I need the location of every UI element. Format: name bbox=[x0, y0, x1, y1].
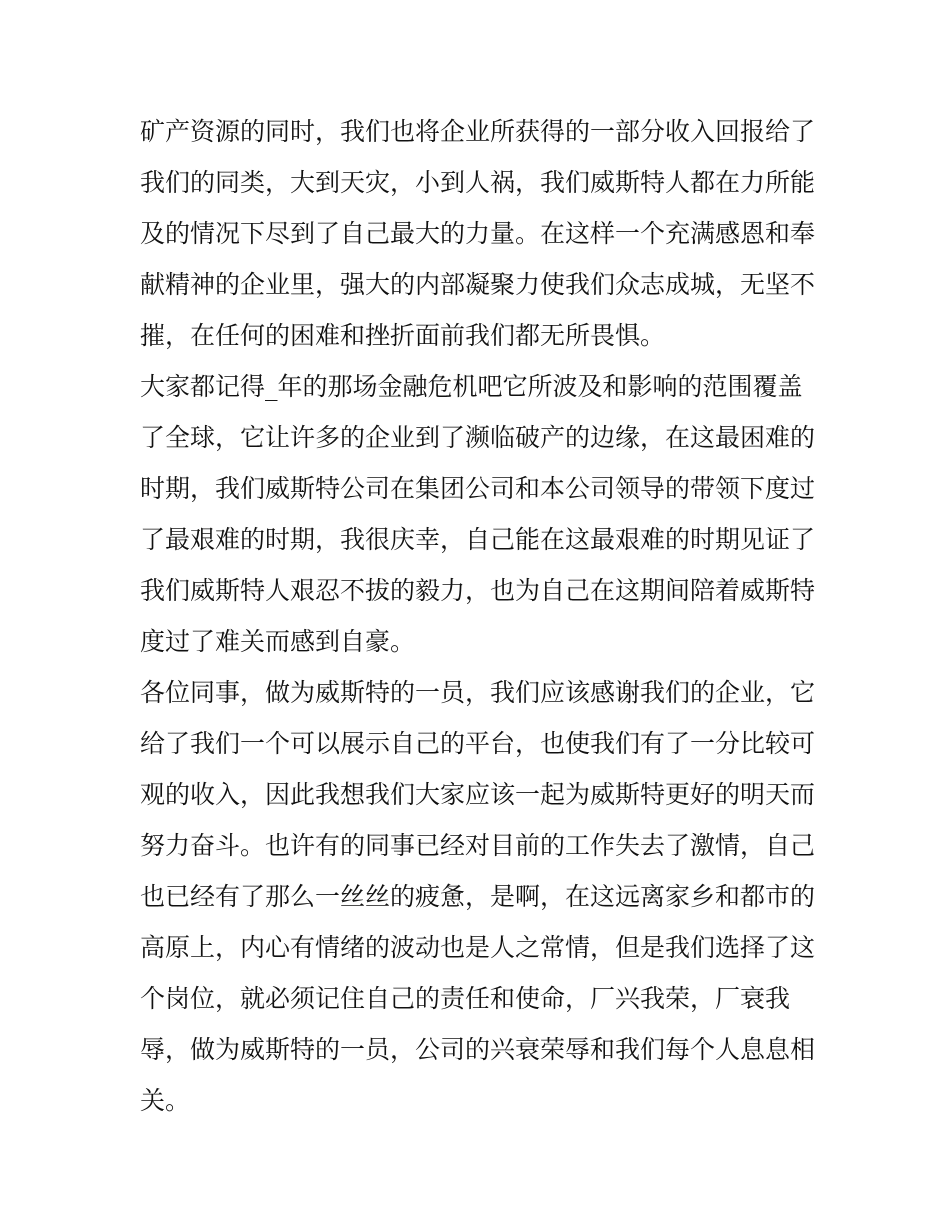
text-line: 各位同事，做为威斯特的一员，我们应该感谢我们的企业，它 bbox=[140, 678, 816, 707]
text-line: 及的情况下尽到了自己最大的力量。在这样一个充满感恩和奉 bbox=[140, 219, 816, 248]
text-line: 摧，在任何的困难和挫折面前我们都无所畏惧。 bbox=[140, 321, 666, 350]
text-line: 了全球，它让许多的企业到了濒临破产的边缘，在这最困难的 bbox=[140, 423, 816, 452]
text-line: 献精神的企业里，强大的内部凝聚力使我们众志成城，无坚不 bbox=[140, 270, 816, 299]
text-line: 矿产资源的同时，我们也将企业所获得的一部分收入回报给了 bbox=[140, 117, 816, 146]
text-line: 个岗位，就必须记住自己的责任和使命，厂兴我荣，厂衰我 bbox=[140, 984, 791, 1013]
paragraph bbox=[140, 106, 820, 361]
text-line: 时期，我们威斯特公司在集团公司和本公司领导的带领下度过 bbox=[140, 474, 816, 503]
text-line: 努力奋斗。也许有的同事已经对目前的工作失去了激情，自己 bbox=[140, 831, 816, 860]
text-line: 我们的同类，大到天灾，小到人祸，我们威斯特人都在力所能 bbox=[140, 168, 816, 197]
text-line: 关。 bbox=[140, 1086, 191, 1115]
text-line: 也已经有了那么一丝丝的疲惫，是啊，在这远离家乡和都市的 bbox=[140, 882, 816, 911]
text-line: 度过了难关而感到自豪。 bbox=[140, 627, 416, 656]
text-line: 辱，做为威斯特的一员，公司的兴衰荣辱和我们每个人息息相 bbox=[140, 1035, 816, 1064]
text-line: 我们威斯特人艰忍不拔的毅力，也为自己在这期间陪着威斯特 bbox=[140, 576, 816, 605]
paragraph bbox=[140, 667, 820, 1126]
document-body bbox=[140, 106, 820, 1126]
text-line: 观的收入，因此我想我们大家应该一起为威斯特更好的明天而 bbox=[140, 780, 816, 809]
text-line: 给了我们一个可以展示自己的平台，也使我们有了一分比较可 bbox=[140, 729, 816, 758]
text-line: 了最艰难的时期，我很庆幸，自己能在这最艰难的时期见证了 bbox=[140, 525, 816, 554]
paragraph bbox=[140, 361, 820, 667]
text-line: 大家都记得_年的那场金融危机吧它所波及和影响的范围覆盖 bbox=[140, 372, 803, 401]
text-line: 高原上，内心有情绪的波动也是人之常情，但是我们选择了这 bbox=[140, 933, 816, 962]
